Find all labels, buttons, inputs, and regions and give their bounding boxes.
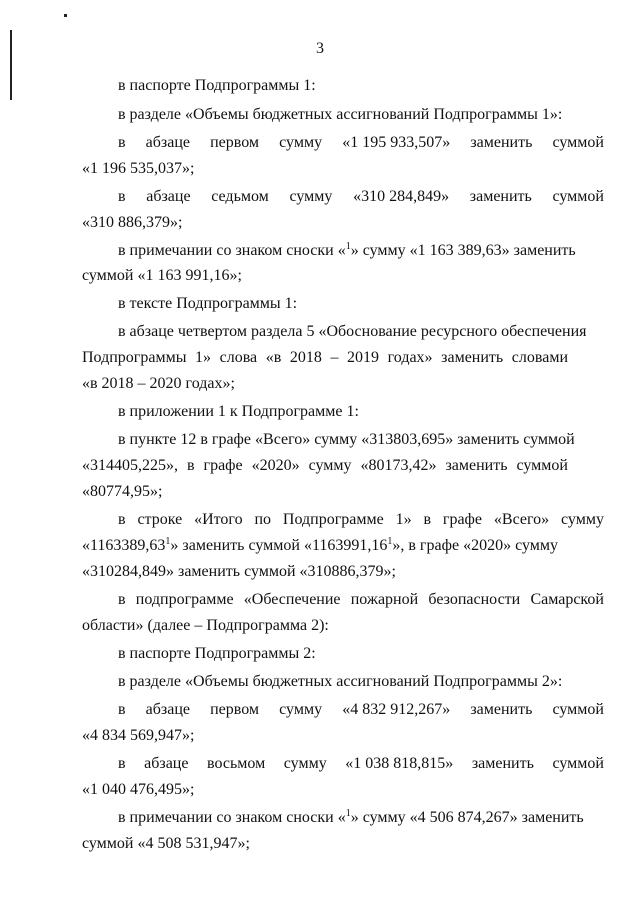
justified-line xyxy=(118,590,604,610)
text-part: » сумму «1 163 389,63» заменить xyxy=(350,242,576,259)
word: в xyxy=(118,134,126,151)
word: «80173,42» xyxy=(360,457,437,474)
word: заменить xyxy=(471,755,534,772)
paragraph-line: «1 040 476,495»; xyxy=(82,781,195,798)
word: суммой xyxy=(552,755,604,772)
word: абзаце xyxy=(146,188,191,205)
paragraph-line: в абзаце четвертом раздела 5 «Обоснование ресурсного обеспечения xyxy=(118,323,587,340)
word: в xyxy=(118,701,126,718)
word: суммой xyxy=(552,188,604,205)
word: «314405,225», xyxy=(82,457,178,474)
text-part: » сумму «4 506 874,267» заменить xyxy=(350,809,584,826)
footnote-line xyxy=(118,808,584,828)
word: восьмом xyxy=(207,755,266,772)
word: суммой xyxy=(516,457,568,474)
word: «4 832 912,267» xyxy=(342,701,451,718)
word: слова xyxy=(219,349,258,366)
word: годах» xyxy=(387,349,433,366)
word: первом xyxy=(210,701,260,718)
word: абзаце xyxy=(145,701,190,718)
paragraph-line: в разделе «Объемы бюджетных ассигнований Подпрограммы 2»: xyxy=(118,673,563,690)
paragraph-line: в приложении 1 к Подпрограмме 1: xyxy=(118,403,359,420)
word: графе xyxy=(203,457,243,474)
word: подпрограмме xyxy=(135,591,234,608)
word: 1» xyxy=(395,511,412,528)
word: сумму xyxy=(283,755,327,772)
paragraph-line: области» (далее – Подпрограмма 2): xyxy=(82,617,329,634)
page-number: 3 xyxy=(316,40,324,57)
word: графе xyxy=(442,511,483,528)
word: сумму xyxy=(561,511,604,528)
word: «Всего» xyxy=(493,511,550,528)
paragraph-line: «80774,95»; xyxy=(82,483,163,500)
word: «310 284,849» xyxy=(353,188,450,205)
text-part: в примечании со знаком сноски « xyxy=(118,242,346,259)
text-part: », в графе «2020» сумму xyxy=(392,537,558,554)
justified-line xyxy=(82,456,568,476)
word: 2018 xyxy=(289,349,322,366)
word: «1 195 933,507» xyxy=(342,134,451,151)
word: заменить xyxy=(470,134,533,151)
paragraph-line: в паспорте Подпрограммы 2: xyxy=(118,645,316,662)
word: заменить xyxy=(470,701,533,718)
word: строке xyxy=(137,511,183,528)
paragraph-line: «310 886,379»; xyxy=(82,214,183,231)
footnote-mark: 1 xyxy=(387,536,393,547)
word: в xyxy=(423,511,432,528)
word: седьмом xyxy=(211,188,269,205)
text-part: » заменить суммой «1163991,16 xyxy=(170,537,388,554)
justified-line xyxy=(118,187,604,207)
word: «2020» xyxy=(251,457,300,474)
word: сумму xyxy=(289,188,333,205)
word: 2019 xyxy=(347,349,380,366)
word: 1» xyxy=(195,349,212,366)
paragraph-line: суммой «4 508 531,947»; xyxy=(82,835,250,852)
footnote-line xyxy=(82,536,558,556)
word: «1 038 818,815» xyxy=(345,755,454,772)
text-part: «1163389,63 xyxy=(82,537,166,554)
word: заменить xyxy=(441,349,504,366)
word: абзаце xyxy=(144,755,189,772)
paragraph-line: «в 2018 – 2020 годах»; xyxy=(82,375,235,392)
footnote-mark: 1 xyxy=(165,536,171,547)
paragraph-line: в разделе «Объемы бюджетных ассигнований Подпрограммы 1»: xyxy=(118,106,563,123)
word: в xyxy=(118,511,126,528)
paragraph-line: суммой «1 163 991,16»; xyxy=(82,267,242,284)
paragraph-line: «1 196 535,037»; xyxy=(82,160,195,177)
word: в xyxy=(186,457,195,474)
word: сумму xyxy=(279,134,323,151)
word: сумму xyxy=(279,701,323,718)
text-part: в примечании со знаком сноски « xyxy=(118,809,346,826)
word: первом xyxy=(210,134,260,151)
justified-line xyxy=(118,700,604,720)
justified-line xyxy=(118,510,604,530)
paragraph-line: «310284,849» заменить суммой «310886,379»; xyxy=(82,563,396,580)
word: сумму xyxy=(308,457,352,474)
paragraph-line: «4 834 569,947»; xyxy=(82,727,195,744)
word: – xyxy=(330,349,339,366)
word: в xyxy=(118,188,126,205)
word: абзаце xyxy=(145,134,190,151)
footnote-line xyxy=(118,241,576,261)
word: пожарной xyxy=(350,591,419,608)
justified-line xyxy=(82,348,568,368)
word: «Обеспечение xyxy=(243,591,341,608)
scan-dot xyxy=(64,14,67,17)
word: в xyxy=(118,591,126,608)
paragraph-line: в паспорте Подпрограммы 1: xyxy=(118,77,316,94)
word: Самарской xyxy=(530,591,604,608)
justified-line xyxy=(118,133,604,153)
word: словами xyxy=(511,349,568,366)
word: «Итого xyxy=(194,511,243,528)
word: суммой xyxy=(552,134,604,151)
word: в xyxy=(118,755,126,772)
word: Подпрограмме xyxy=(282,511,384,528)
paragraph-line: в пункте 12 в графе «Всего» сумму «313803,695» заменить суммой xyxy=(118,431,575,448)
word: суммой xyxy=(552,701,604,718)
word: безопасности xyxy=(428,591,521,608)
word: по xyxy=(254,511,272,528)
paragraph-line: в тексте Подпрограммы 1: xyxy=(118,295,298,312)
justified-line xyxy=(118,754,604,774)
footnote-mark: 1 xyxy=(345,808,351,819)
footnote-mark: 1 xyxy=(345,241,351,252)
word: Подпрограммы xyxy=(82,349,187,366)
word: «в xyxy=(265,349,282,366)
word: заменить xyxy=(445,457,508,474)
word: заменить xyxy=(469,188,532,205)
